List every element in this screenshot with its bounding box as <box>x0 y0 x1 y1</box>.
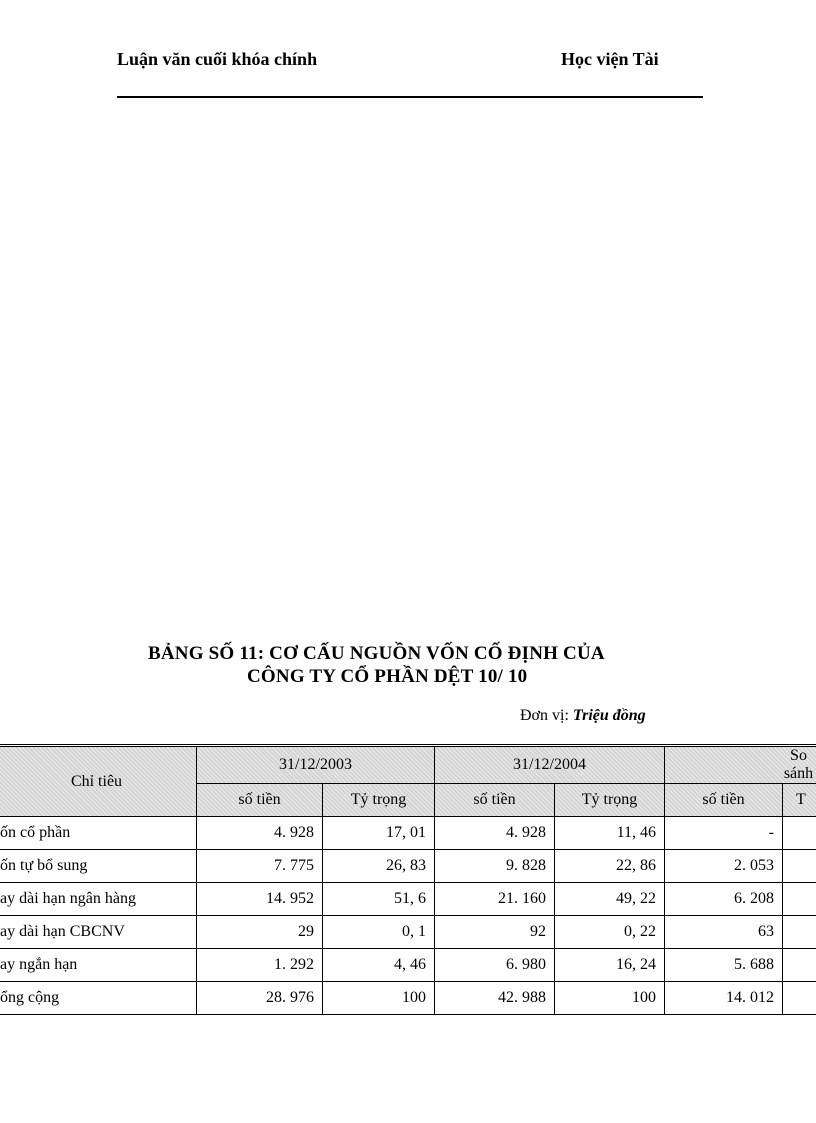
cell-2004-share: 100 <box>555 982 665 1016</box>
header-compare-share: T <box>783 784 816 817</box>
cell-2003-share: 0, 1 <box>323 916 435 949</box>
row-label: ốn cổ phần <box>0 817 197 850</box>
cell-2004-share: 11, 46 <box>555 817 665 850</box>
cell-compare-share <box>783 883 816 916</box>
header-so-sanh: So sánh <box>665 746 816 784</box>
header-2004-share: Tỷ trọng <box>555 784 665 817</box>
cell-compare-share <box>783 982 816 1016</box>
header-2003-amount: số tiền <box>197 784 323 817</box>
table-title-line-2: CÔNG TY CỔ PHẦN DỆT 10/ 10 <box>247 666 528 687</box>
unit-label: Đơn vị: <box>520 707 569 724</box>
unit-note <box>520 707 646 725</box>
header-divider <box>117 96 703 98</box>
cell-2003-share: 51, 6 <box>323 883 435 916</box>
cell-2003-amount: 14. 952 <box>197 883 323 916</box>
table-row <box>0 850 816 883</box>
cell-2004-amount: 42. 988 <box>435 982 555 1016</box>
cell-2003-amount: 7. 775 <box>197 850 323 883</box>
table-row <box>0 949 816 982</box>
header-right-title: Học viện Tài <box>561 49 659 69</box>
cell-2004-amount: 4. 928 <box>435 817 555 850</box>
cell-compare-amount: 14. 012 <box>665 982 783 1016</box>
cell-compare-share <box>783 850 816 883</box>
row-label: ốn tự bổ sung <box>0 850 197 883</box>
table-row <box>0 916 816 949</box>
cell-2003-share: 100 <box>323 982 435 1016</box>
cell-2003-amount: 1. 292 <box>197 949 323 982</box>
unit-value: Triệu đồng <box>572 707 646 724</box>
cell-compare-amount: 6. 208 <box>665 883 783 916</box>
cell-2004-share: 22, 86 <box>555 850 665 883</box>
cell-compare-share <box>783 817 816 850</box>
row-label: ay ngắn hạn <box>0 949 197 982</box>
cell-2004-share: 49, 22 <box>555 883 665 916</box>
header-2004: 31/12/2004 <box>435 746 665 784</box>
cell-2003-share: 4, 46 <box>323 949 435 982</box>
cell-compare-share <box>783 949 816 982</box>
row-label: ay dài hạn ngân hàng <box>0 883 197 916</box>
cell-2004-amount: 6. 980 <box>435 949 555 982</box>
header-2004-amount: số tiền <box>435 784 555 817</box>
cell-2004-amount: 9. 828 <box>435 850 555 883</box>
cell-2003-amount: 28. 976 <box>197 982 323 1016</box>
table-row <box>0 817 816 850</box>
row-label: ổng cộng <box>0 982 197 1016</box>
cell-2004-share: 0, 22 <box>555 916 665 949</box>
cell-2004-amount: 92 <box>435 916 555 949</box>
table-row <box>0 883 816 916</box>
capital-structure-table <box>0 744 816 1016</box>
cell-2004-amount: 21. 160 <box>435 883 555 916</box>
cell-compare-amount: 5. 688 <box>665 949 783 982</box>
header-left-title: Luận văn cuối khóa chính <box>117 49 318 69</box>
cell-compare-share <box>783 916 816 949</box>
header-2003: 31/12/2003 <box>197 746 435 784</box>
cell-2003-share: 17, 01 <box>323 817 435 850</box>
table-container <box>0 744 816 1016</box>
cell-2004-share: 16, 24 <box>555 949 665 982</box>
table-row-total <box>0 982 816 1016</box>
cell-compare-amount: 63 <box>665 916 783 949</box>
header-chi-tieu: Chỉ tiêu <box>0 746 197 817</box>
cell-compare-amount: - <box>665 817 783 850</box>
header-2003-share: Tỷ trọng <box>323 784 435 817</box>
cell-compare-amount: 2. 053 <box>665 850 783 883</box>
table-title-line-1: BẢNG SỐ 11: CƠ CẤU NGUỒN VỐN CỐ ĐỊNH CỦA <box>148 643 605 664</box>
cell-2003-amount: 29 <box>197 916 323 949</box>
row-label: ay dài hạn CBCNV <box>0 916 197 949</box>
cell-2003-share: 26, 83 <box>323 850 435 883</box>
cell-2003-amount: 4. 928 <box>197 817 323 850</box>
header-compare-amount: số tiền <box>665 784 783 817</box>
